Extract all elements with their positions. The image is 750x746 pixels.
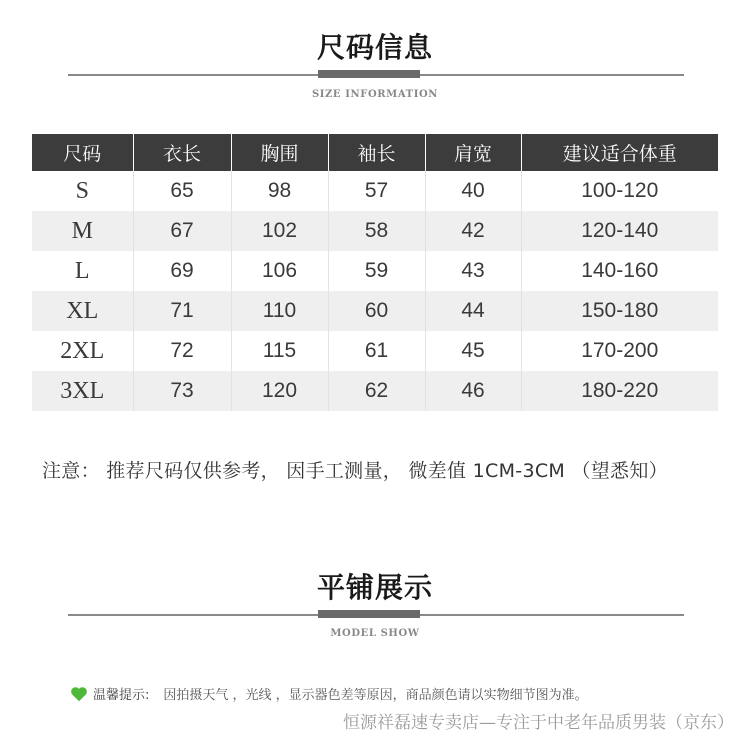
table-cell: S [32, 171, 133, 211]
table-cell: 73 [133, 371, 231, 411]
table-row [32, 251, 718, 291]
table-cell: XL [32, 291, 133, 331]
table-cell: 120 [231, 371, 328, 411]
table-cell: 57 [328, 171, 425, 211]
table-cell: 69 [133, 251, 231, 291]
table-cell: 72 [133, 331, 231, 371]
table-cell: 42 [425, 211, 521, 251]
measurement-note: 注意： 推荐尺码仅供参考， 因手工测量， 微差值 1CM-3CM （望悉知） [42, 460, 668, 482]
table-cell: 46 [425, 371, 521, 411]
table-cell: 43 [425, 251, 521, 291]
table-row [32, 331, 718, 371]
table-cell: 115 [231, 331, 328, 371]
header-length: 衣长 [133, 134, 231, 171]
table-cell: L [32, 251, 133, 291]
size-info-title: 尺码信息 [316, 31, 433, 64]
tip-text: 因拍摄天气 ，光线 ，显示器色差等原因，商品颜色请以实物细节图为准。 [163, 688, 588, 703]
table-cell: 62 [328, 371, 425, 411]
table-cell: 65 [133, 171, 231, 211]
header-shoulder: 肩宽 [425, 134, 521, 171]
header-size: 尺码 [32, 134, 133, 171]
table-cell: 60 [328, 291, 425, 331]
table-cell: 40 [425, 171, 521, 211]
model-show-title: 平铺展示 [316, 571, 433, 604]
header-chest: 胸围 [231, 134, 328, 171]
size-info-divider-accent [318, 70, 420, 78]
table-cell: 180-220 [521, 371, 718, 411]
table-cell: 140-160 [521, 251, 718, 291]
table-cell: 100-120 [521, 171, 718, 211]
table-cell: 106 [231, 251, 328, 291]
table-row [32, 171, 718, 211]
table-cell: 71 [133, 291, 231, 331]
table-cell: 120-140 [521, 211, 718, 251]
table-cell: 61 [328, 331, 425, 371]
table-cell: 44 [425, 291, 521, 331]
header-weight: 建议适合体重 [521, 134, 718, 171]
table-cell: 98 [231, 171, 328, 211]
table-cell: 170-200 [521, 331, 718, 371]
table-cell: 110 [231, 291, 328, 331]
table-cell: M [32, 211, 133, 251]
store-footer: 恒源祥磊速专卖店—专注于中老年品质男装（京东） [343, 713, 734, 733]
size-table [32, 134, 718, 411]
green-heart-icon [70, 686, 88, 702]
table-row [32, 211, 718, 251]
tip-label: 温馨提示: [93, 688, 150, 703]
table-row [32, 291, 718, 331]
model-show-divider-accent [318, 610, 420, 618]
table-cell: 58 [328, 211, 425, 251]
header-sleeve: 袖长 [328, 134, 425, 171]
table-cell: 3XL [32, 371, 133, 411]
table-cell: 45 [425, 331, 521, 371]
table-header-row [32, 134, 718, 171]
table-cell: 150-180 [521, 291, 718, 331]
model-show-subtitle: MODEL SHOW [330, 628, 420, 639]
table-cell: 102 [231, 211, 328, 251]
table-row [32, 371, 718, 411]
table-cell: 2XL [32, 331, 133, 371]
table-cell: 67 [133, 211, 231, 251]
table-cell: 59 [328, 251, 425, 291]
tip-row [70, 684, 588, 703]
size-info-subtitle: SIZE INFORMATION [311, 89, 439, 100]
